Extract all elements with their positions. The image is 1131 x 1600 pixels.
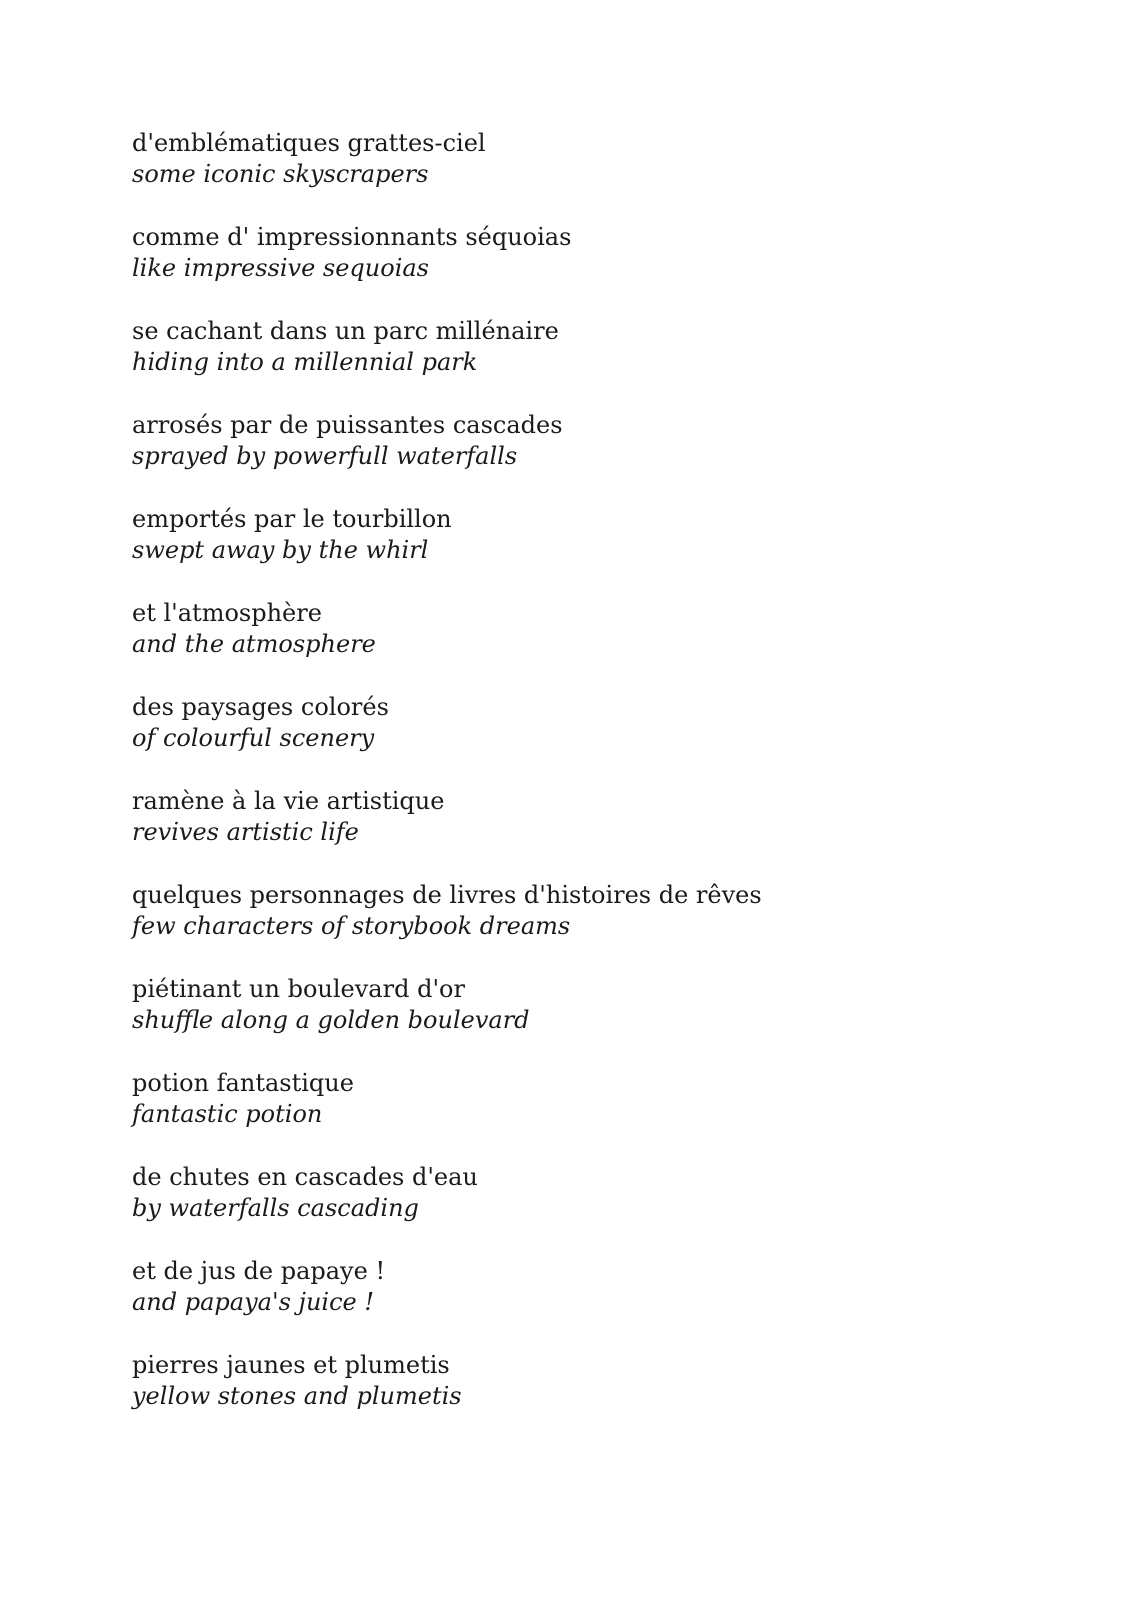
english-line: by waterfalls cascading (132, 1194, 419, 1222)
french-line: ramène à la vie artistique (132, 787, 445, 815)
english-line: and papaya's juice ! (132, 1288, 375, 1316)
stanza (132, 316, 1032, 410)
french-line: emportés par le tourbillon (132, 505, 452, 533)
poem (132, 128, 1032, 1444)
stanza (132, 1162, 1032, 1256)
french-line: potion fantastique (132, 1069, 354, 1097)
stanza (132, 692, 1032, 786)
french-line: se cachant dans un parc millénaire (132, 317, 559, 345)
english-line: and the atmosphere (132, 630, 376, 658)
stanza (132, 1256, 1032, 1350)
french-line: d'emblématiques grattes-ciel (132, 129, 486, 157)
stanza (132, 974, 1032, 1068)
stanza (132, 128, 1032, 222)
english-line: swept away by the whirl (132, 536, 429, 564)
stanza (132, 410, 1032, 504)
english-line: hiding into a millennial park (132, 348, 478, 376)
stanza (132, 598, 1032, 692)
french-line: quelques personnages de livres d'histoires de rêves (132, 881, 762, 909)
english-line: fantastic potion (132, 1100, 323, 1128)
french-line: piétinant un boulevard d'or (132, 975, 465, 1003)
stanza (132, 880, 1032, 974)
french-line: arrosés par de puissantes cascades (132, 411, 563, 439)
english-line: few characters of storybook dreams (132, 912, 571, 940)
french-line: pierres jaunes et plumetis (132, 1351, 450, 1379)
stanza (132, 1350, 1032, 1444)
stanza (132, 786, 1032, 880)
english-line: sprayed by powerfull waterfalls (132, 442, 518, 470)
english-line: like impressive sequoias (132, 254, 429, 282)
english-line: revives artistic life (132, 818, 359, 846)
stanza (132, 222, 1032, 316)
french-line: et de jus de papaye ! (132, 1257, 386, 1285)
french-line: comme d' impressionnants séquoias (132, 223, 572, 251)
english-line: some iconic skyscrapers (132, 160, 429, 188)
english-line: yellow stones and plumetis (132, 1382, 462, 1410)
french-line: et l'atmosphère (132, 599, 322, 627)
english-line: shuffle along a golden boulevard (132, 1006, 530, 1034)
french-line: de chutes en cascades d'eau (132, 1163, 478, 1191)
english-line: of colourful scenery (132, 724, 375, 752)
french-line: des paysages colorés (132, 693, 389, 721)
stanza (132, 504, 1032, 598)
stanza (132, 1068, 1032, 1162)
